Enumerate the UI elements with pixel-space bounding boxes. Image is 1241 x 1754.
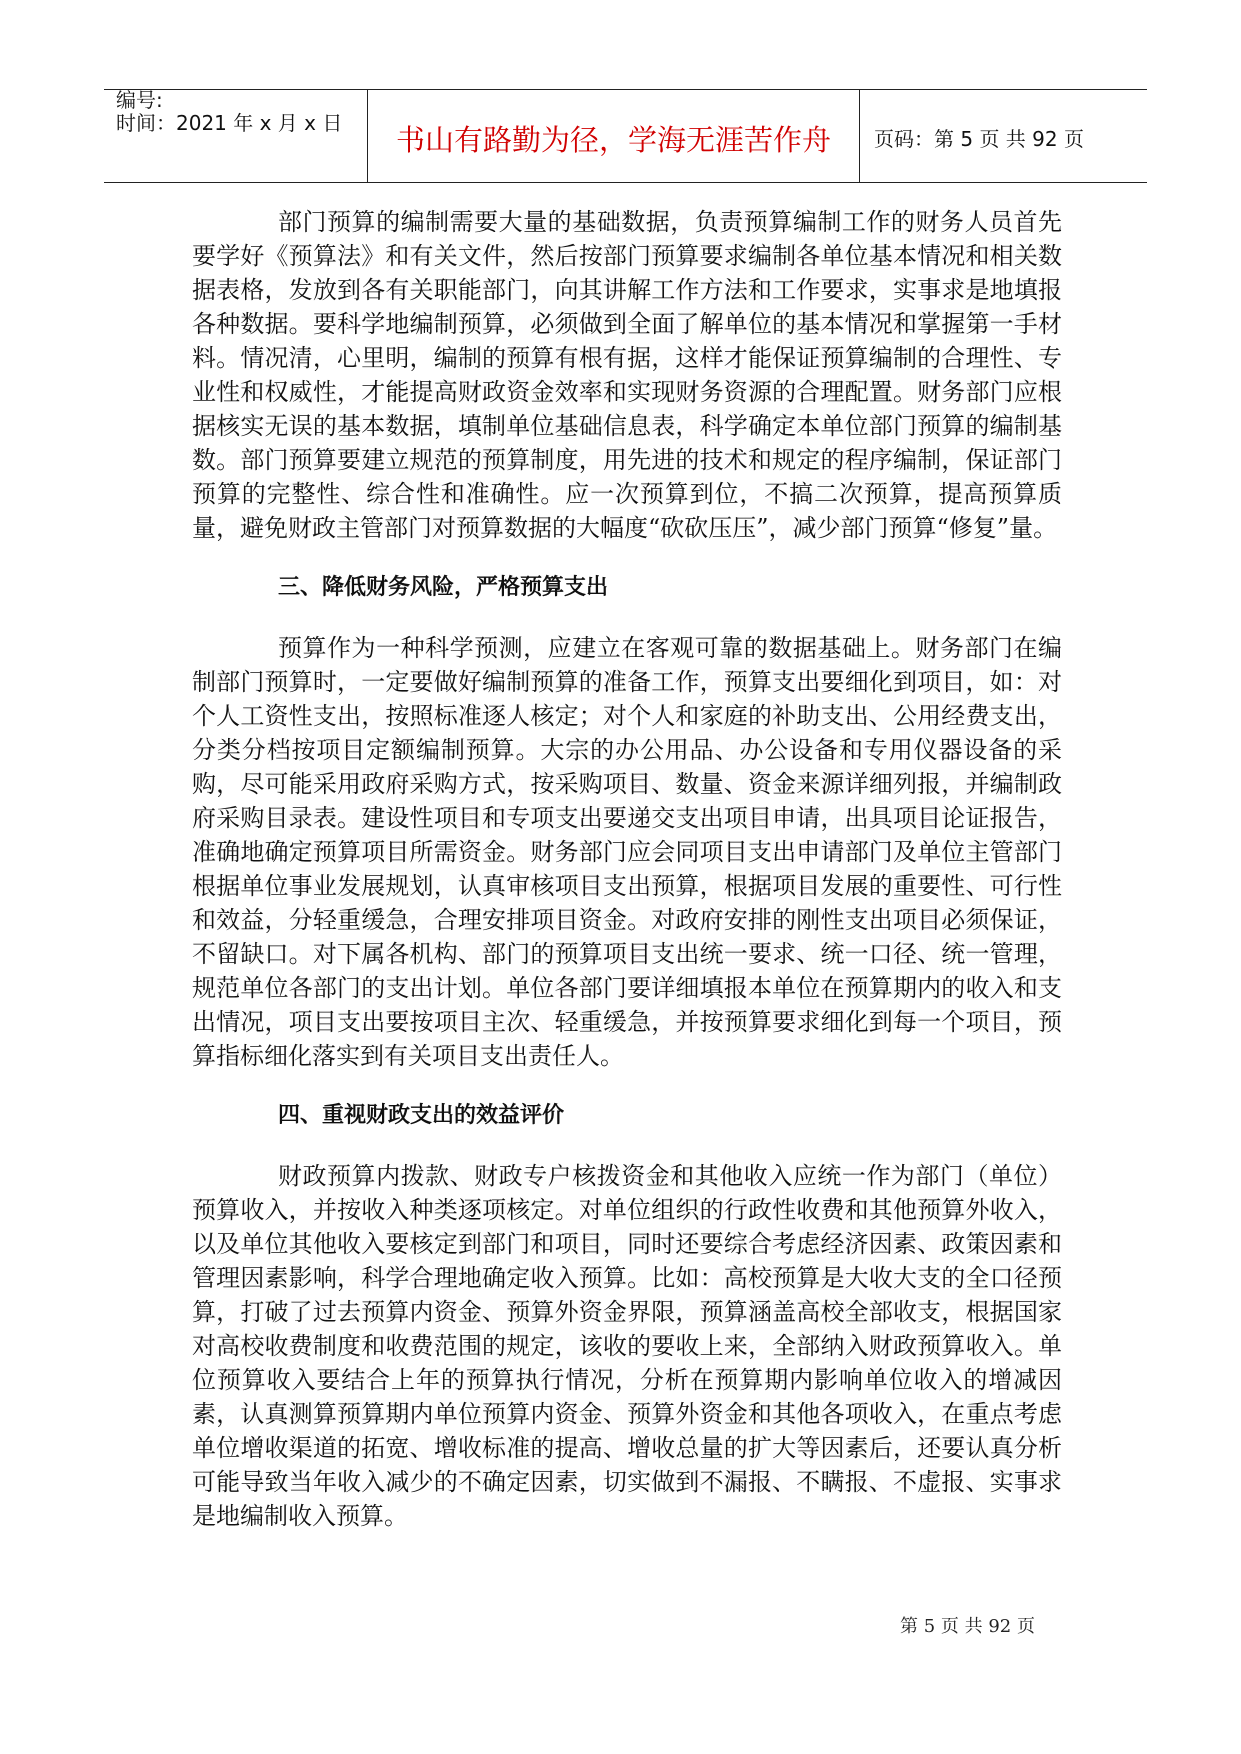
section-heading: 三、降低财务风险，严格预算支出	[278, 575, 609, 600]
header-info-cell	[104, 90, 368, 182]
section-heading: 四、重视财政支出的效益评价	[278, 1103, 565, 1128]
motto-text: 书山有路勤为径，学海无涯苦作舟	[395, 123, 831, 157]
page-footer: 第 5 页 共 92 页	[900, 1616, 1035, 1637]
document-body	[192, 205, 1062, 1533]
paragraph: 部门预算的编制需要大量的基础数据，负责预算编制工作的财务人员首先要学好《预算法》和有关文件，然后按部门预算要求编制各单位基本情况和相关数据表格，发放到各有关职能部门，向其讲解工作方法和工作要求，实事求是地填报各种数据。要科学地编制预算，必须做到全面了解单位的基本情况和掌握第一手材料。情况清，心里明，编制的预算有根有据，这样才能保证预算编制的合理性、专业性和权威性，才能提高财政资金效率和实现财务资源的合理配置。财务部门应根据核实无误的基本数据，填制单位基础信息表，科学确定本单位部门预算的编制基数。部门预算要建立规范的预算制度，用先进的技术和规定的程序编制，保证部门预算的完整性、综合性和准确性。应一次预算到位，不搞二次预算，提高预算质量，避免财政主管部门对预算数据的大幅度“砍砍压压”，减少部门预算“修复”量。	[192, 208, 1062, 542]
paragraph: 财政预算内拨款、财政专户核拨资金和其他收入应统一作为部门（单位）预算收入，并按收入种类逐项核定。对单位组织的行政性收费和其他预算外收入，以及单位其他收入要核定到部门和项目，同时还要综合考虑经济因素、政策因素和管理因素影响，科学合理地确定收入预算。比如：高校预算是大收大支的全口径预算，打破了过去预算内资金、预算外资金界限，预算涵盖高校全部收支，根据国家对高校收费制度和收费范围的规定，该收的要收上来，全部纳入财政预算收入。单位预算收入要结合上年的预算执行情况，分析在预算期内影响单位收入的增减因素，认真测算预算期内单位预算内资金、预算外资金和其他各项收入，在重点考虑单位增收渠道的拓宽、增收标准的提高、增收总量的扩大等因素后，还要认真分析可能导致当年收入减少的不确定因素，切实做到不漏报、不瞒报、不虚报、实事求是地编制收入预算。	[192, 1162, 1062, 1530]
paragraph: 预算作为一种科学预测，应建立在客观可靠的数据基础上。财务部门在编制部门预算时，一定要做好编制预算的准备工作，预算支出要细化到项目，如：对个人工资性支出，按照标准逐人核定；对个人和家庭的补助支出、公用经费支出，分类分档按项目定额编制预算。大宗的办公用品、办公设备和专用仪器设备的采购，尽可能采用政府采购方式，按采购项目、数量、资金来源详细列报，并编制政府采购目录表。建设性项目和专项支出要递交支出项目申请，出具项目论证报告，准确地确定预算项目所需资金。财务部门应会同项目支出申请部门及单位主管部门根据单位事业发展规划，认真审核项目支出预算，根据项目发展的重要性、可行性和效益，分轻重缓急，合理安排项目资金。对政府安排的刚性支出项目必须保证，不留缺口。对下属各机构、部门的预算项目支出统一要求、统一口径、统一管理，规范单位各部门的支出计划。单位各部门要详细填报本单位在预算期内的收入和支出情况，项目支出要按项目主次、轻重缓急，并按预算要求细化到每一个项目，预算指标细化落实到有关项目支出责任人。	[192, 634, 1062, 1070]
number-label: 编号:	[116, 88, 163, 112]
header-motto-cell	[368, 90, 860, 182]
header-table	[104, 89, 1147, 183]
header-page-cell	[860, 90, 1147, 182]
page-code: 页码：第 5 页 共 92 页	[874, 127, 1084, 151]
time-label: 时间：2021 年 x 月 x 日	[116, 111, 343, 135]
